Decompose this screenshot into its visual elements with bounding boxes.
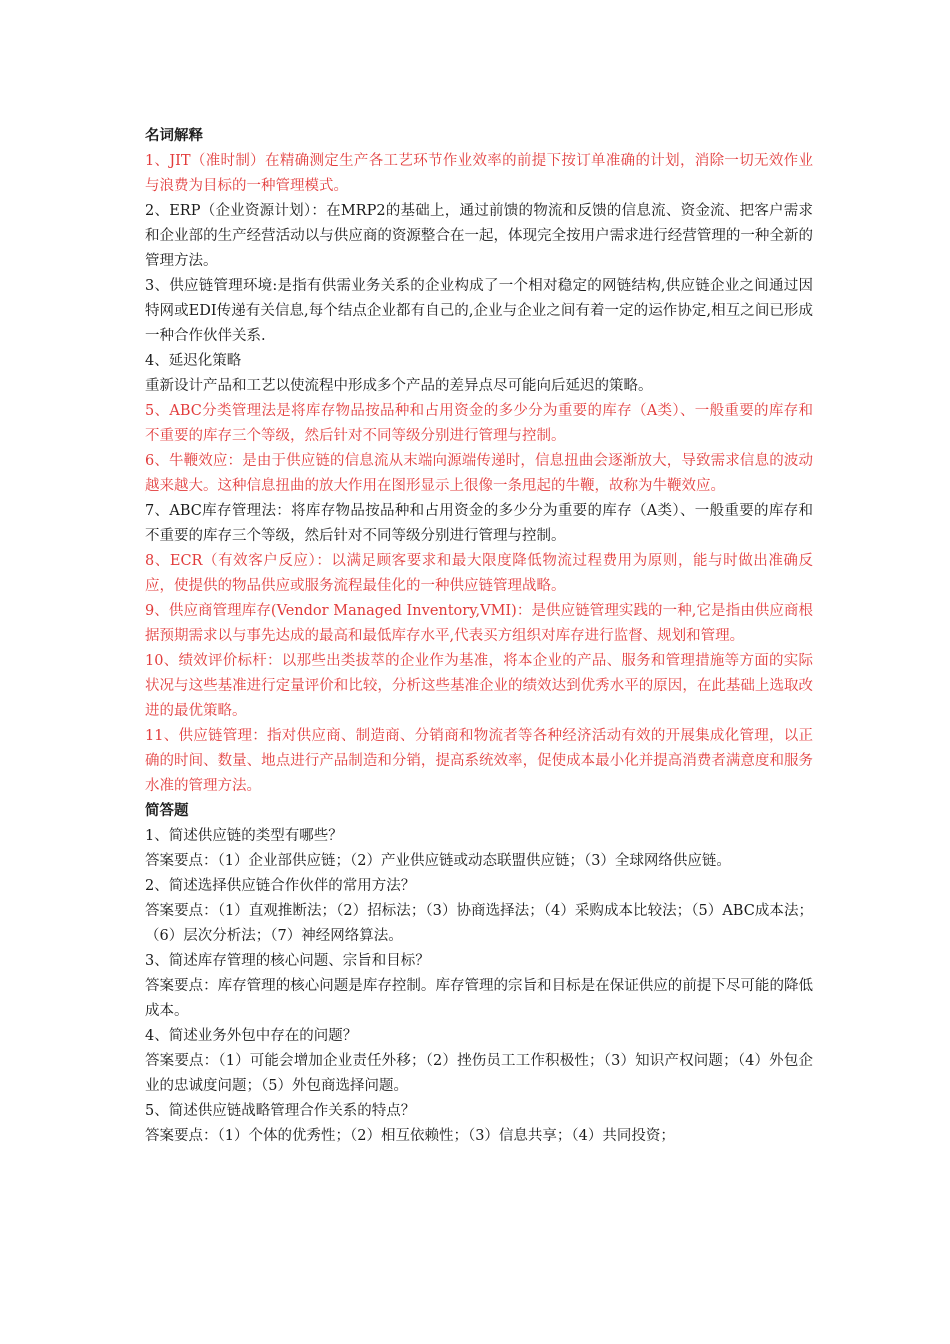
answer-1: 答案要点：（1）企业部供应链；（2）产业供应链或动态联盟供应链；（3）全球网络供应链。 (145, 853, 731, 869)
term-2: 2、ERP（企业资源计划）：在MRP2的基础上，通过前馈的物流和反馈的信息流、资金流、把客户需求和企业部的生产经营活动以与供应商的资源整合在一起，体现完全按用户需求进行经营管理的一种全新的管理方法。 (145, 203, 813, 269)
question-2: 2、简述选择供应链合作伙伴的常用方法？ (145, 878, 416, 894)
term-11: 11、供应链管理：指对供应商、制造商、分销商和物流者等各种经济活动有效的开展集成化管理，以正确的时间、数量、地点进行产品制造和分销，提高系统效率，促使成本最小化并提高消费者满意度和服务水准的管理方法。 (145, 728, 813, 794)
term-1: 1、JIT（准时制）在精确测定生产各工艺环节作业效率的前提下按订单准确的计划，消除一切无效作业与浪费为目标的一种管理模式。 (145, 153, 813, 194)
term-3: 3、供应链管理环境:是指有供需业务关系的企业构成了一个相对稳定的网链结构,供应链企业之间通过因特网或EDI传递有关信息,每个结点企业都有自己的,企业与企业之间有着一定的运作协定,相互之间已形成一种合作伙伴关系. (145, 278, 813, 344)
section-title-terms: 名词解释 (145, 128, 203, 144)
term-4-body: 重新设计产品和工艺以使流程中形成多个产品的差异点尽可能向后延迟的策略。 (145, 378, 653, 394)
term-7: 7、ABC库存管理法：将库存物品按品种和占用资金的多少分为重要的库存（A类）、一般重要的库存和不重要的库存三个等级，然后针对不同等级分别进行管理与控制。 (145, 503, 813, 544)
answer-4: 答案要点：（1）可能会增加企业责任外移；（2）挫伤员工工作积极性；（3）知识产权问题；（4）外包企业的忠诚度问题；（5）外包商选择问题。 (145, 1053, 813, 1094)
answer-3: 答案要点：库存管理的核心问题是库存控制。库存管理的宗旨和目标是在保证供应的前提下尽可能的降低成本。 (145, 978, 813, 1019)
answer-2: 答案要点：（1）直观推断法；（2）招标法；（3）协商选择法；（4）采购成本比较法；（5）ABC成本法；（6）层次分析法；（7）神经网络算法。 (145, 903, 813, 944)
term-9: 9、供应商管理库存(Vendor Managed Inventory,VMI)：是供应链管理实践的一种,它是指由供应商根据预期需求以与事先达成的最高和最低库存水平,代表买方组织对库存进行监督、规划和管理。 (145, 603, 813, 644)
question-1: 1、简述供应链的类型有哪些？ (145, 828, 343, 844)
term-8: 8、ECR（有效客户反应）：以满足顾客要求和最大限度降低物流过程费用为原则，能与时做出准确反应，使提供的物品供应或服务流程最佳化的一种供应链管理战略。 (145, 553, 813, 594)
question-5: 5、简述供应链战略管理合作关系的特点？ (145, 1103, 416, 1119)
term-4-title: 4、延迟化策略 (145, 353, 242, 369)
term-6: 6、牛鞭效应：是由于供应链的信息流从末端向源端传递时，信息扭曲会逐渐放大，导致需求信息的波动越来越大。这种信息扭曲的放大作用在图形显示上很像一条甩起的牛鞭，故称为牛鞭效应。 (145, 453, 813, 494)
term-10: 10、绩效评价标杆：以那些出类拔萃的企业作为基准，将本企业的产品、服务和管理措施等方面的实际状况与这些基准进行定量评价和比较，分析这些基准企业的绩效达到优秀水平的原因，在此基础上选取改进的最优策略。 (145, 653, 813, 719)
term-5: 5、ABC分类管理法是将库存物品按品种和占用资金的多少分为重要的库存（A类）、一般重要的库存和不重要的库存三个等级，然后针对不同等级分别进行管理与控制。 (145, 403, 813, 444)
question-3: 3、简述库存管理的核心问题、宗旨和目标？ (145, 953, 430, 969)
answer-5: 答案要点：（1）个体的优秀性；（2）相互依赖性；（3）信息共享；（4）共同投资； (145, 1128, 675, 1144)
document-page (145, 124, 813, 1149)
section-title-qa: 简答题 (145, 803, 189, 819)
question-4: 4、简述业务外包中存在的问题？ (145, 1028, 358, 1044)
